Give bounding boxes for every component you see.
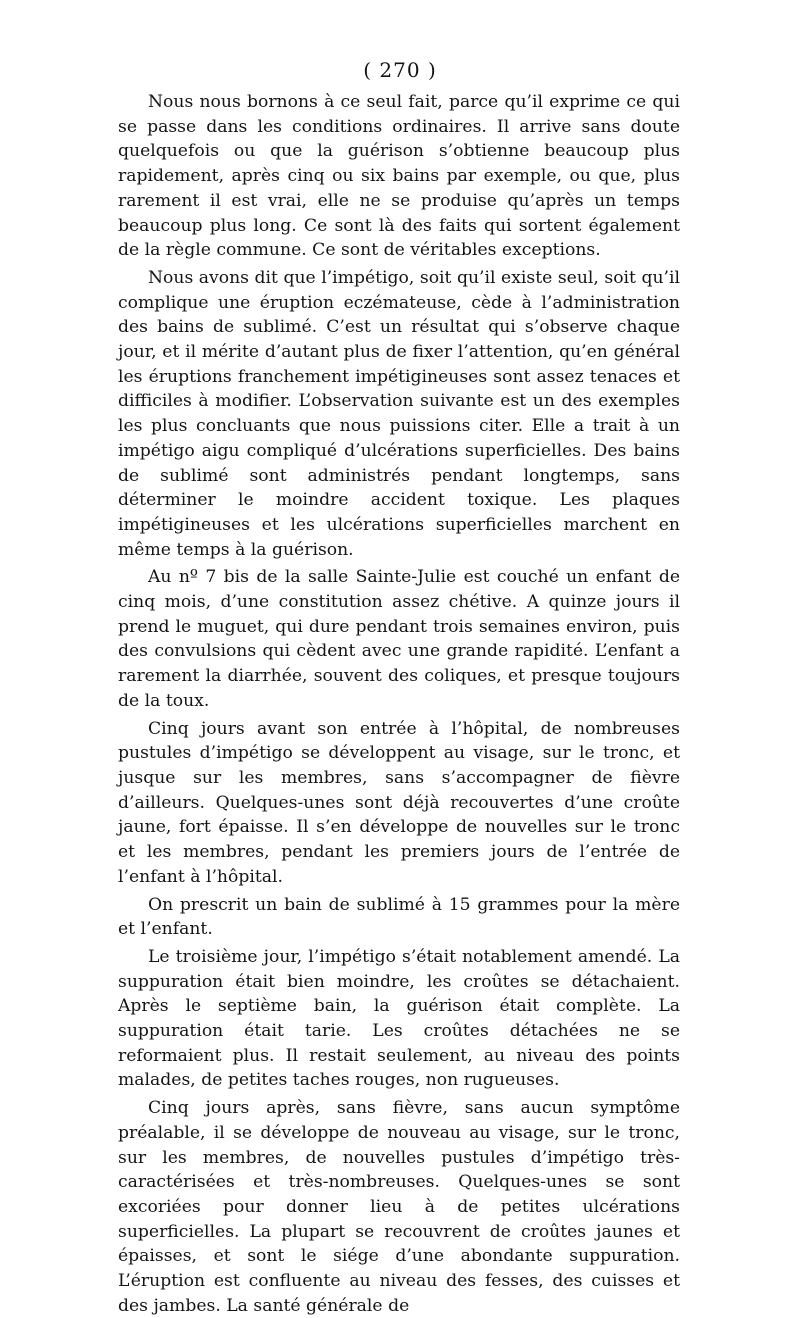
paragraph: Au nº 7 bis de la salle Sainte-Julie est couché un enfant de cinq mois, d’une constitution assez chétive. A quinze jours il prend le muguet, qui dure pendant trois semaines environ, puis des convulsions qui cèdent avec une grande rapidité. L’enfant a rarement la diarrhée, souvent des coliques, et presque toujours de la toux. <box>118 567 680 711</box>
paragraph: On prescrit un bain de sublimé à 15 grammes pour la mère et l’enfant. <box>118 894 680 940</box>
paragraph: Cinq jours avant son entrée à l’hôpital, de nombreuses pustules d’impétigo se développent au visage, sur le tronc, et jusque sur les membres, sans s’accompagner de fièvre d’ailleurs. Quelques-unes sont déjà recouvertes d’une croûte jaune, fort épaisse. Il s’en développe de nouvelles sur le tronc et les membres, pendant les premiers jours de l’entrée de l’enfant à l’hôpital. <box>118 718 680 887</box>
page-body-text <box>118 90 680 1318</box>
paragraph: Nous avons dit que l’impétigo, soit qu’il existe seul, soit qu’il complique une éruption eczémateuse, cède à l’administration des bains de sublimé. C’est un résultat qui s’observe chaque jour, et il mérite d’autant plus de fixer l’attention, qu’en général les éruptions franchement impétigineuses sont assez tenaces et difficiles à modifier. L’observation suivante est un des exemples les plus concluants que nous puissions citer. Elle a trait à un impétigo aigu compliqué d’ulcérations superficielles. Des bains de sublimé sont administrés pendant longtemps, sans déterminer le moindre accident toxique. Les plaques impétigineuses et les ulcérations superficielles marchent en même temps à la guérison. <box>118 267 680 560</box>
paragraph: Nous nous bornons à ce seul fait, parce qu’il exprime ce qui se passe dans les conditions ordinaires. Il arrive sans doute quelquefois ou que la guérison s’obtienne beaucoup plus rapidement, après cinq ou six bains par exemple, ou que, plus rarement il est vrai, elle ne se produise qu’après un temps beaucoup plus long. Ce sont là des faits qui sortent également de la règle commune. Ce sont de véritables exceptions. <box>118 92 680 261</box>
paragraph: Le troisième jour, l’impétigo s’était notablement amendé. La suppuration était bien moindre, les croûtes se détachaient. Après le septième bain, la guérison était complète. La suppuration était tarie. Les croûtes détachées ne se reformaient plus. Il restait seulement, au niveau des points malades, de petites taches rouges, non rugueuses. <box>118 946 680 1091</box>
page-number: ( 270 ) <box>363 58 437 82</box>
paragraph: Cinq jours après, sans fièvre, sans aucun symptôme préalable, il se développe de nouveau au visage, sur le tronc, sur les membres, de nouvelles pustules d’impétigo très-caractérisées et très-nombreuses. Quelques-unes se sont excoriées pour donner lieu à de petites ulcérations superficielles. La plupart se recouvrent de croûtes jaunes et épaisses, et sont le siége d’une abondante suppuration. L’éruption est confluente au niveau des fesses, des cuisses et des jambes. La santé générale de <box>118 1098 680 1316</box>
